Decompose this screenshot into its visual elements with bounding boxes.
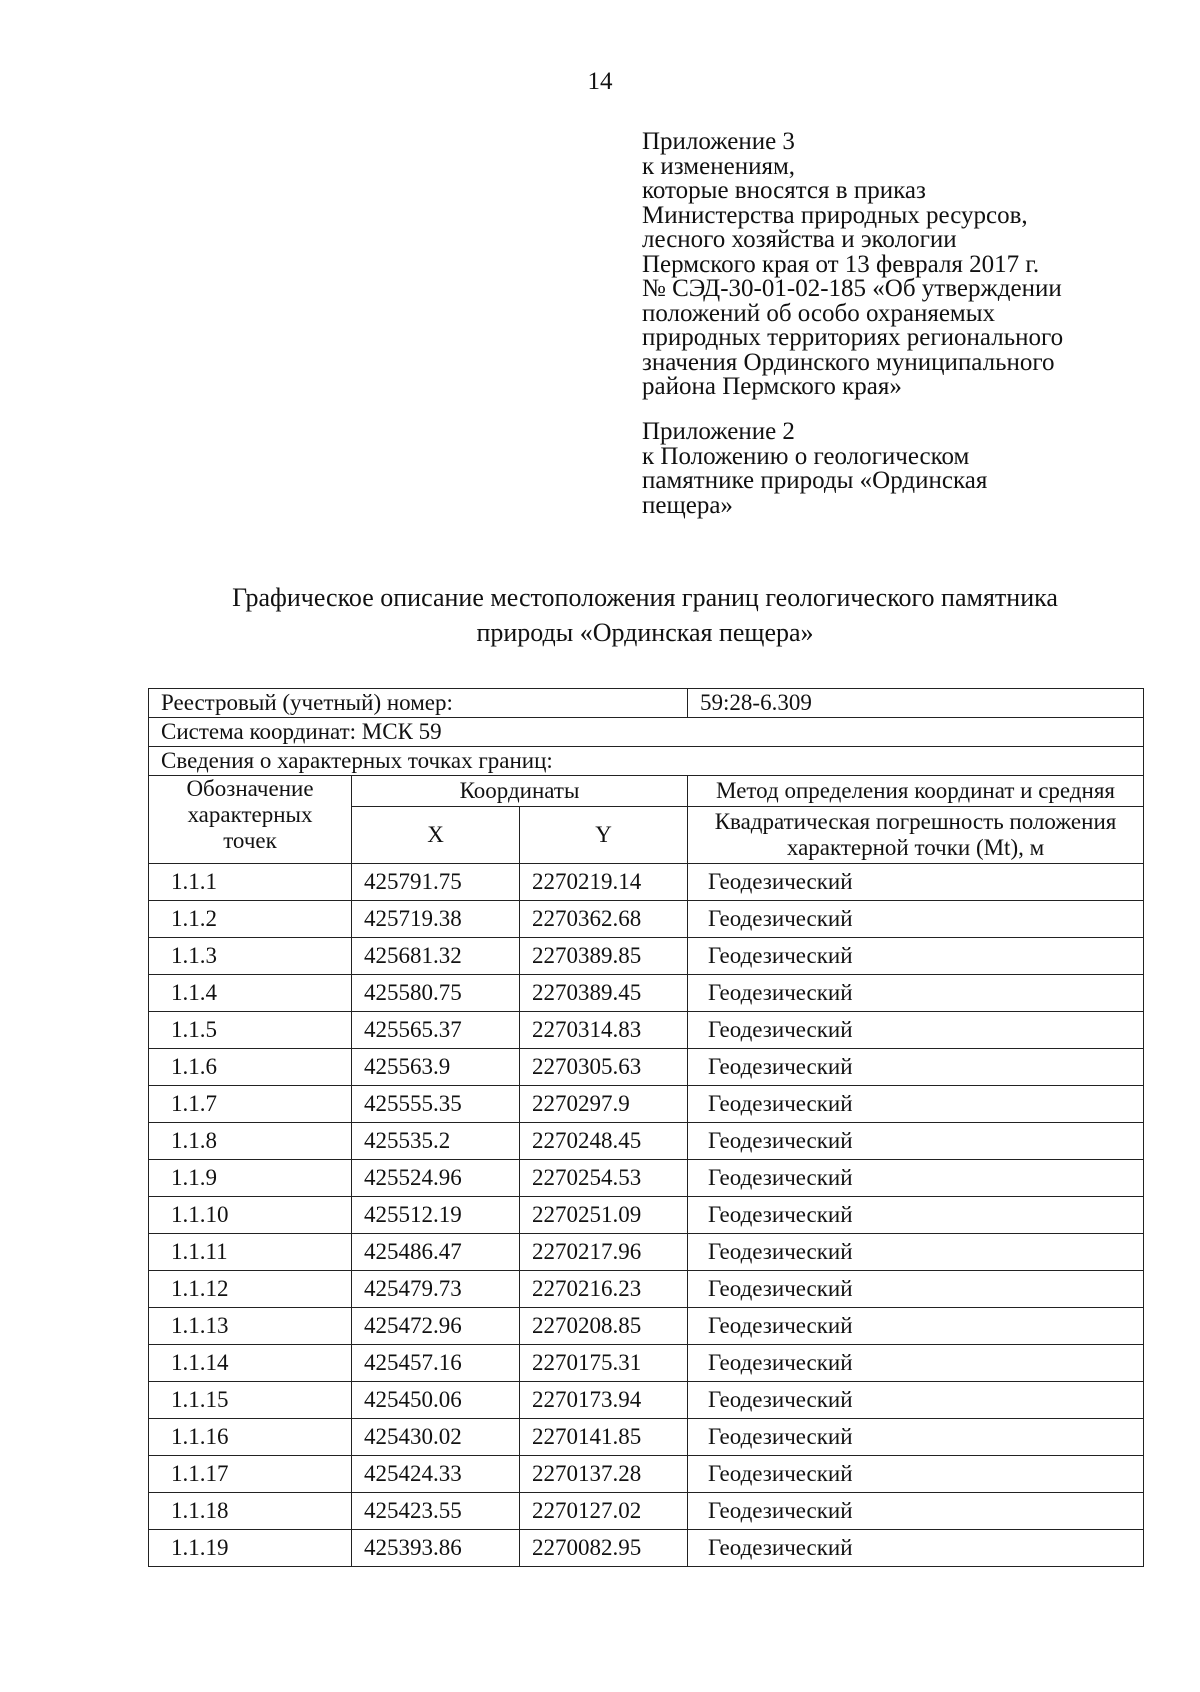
annex-2-line: пещера» — [642, 491, 733, 519]
table-row — [149, 975, 1144, 1012]
point-cell: 1.1.16 — [149, 1419, 352, 1456]
point-cell: 1.1.3 — [149, 938, 352, 975]
annex-3-line: значения Ординского муниципального — [642, 348, 1055, 376]
point-cell: 1.1.19 — [149, 1530, 352, 1567]
x-cell: 425424.33 — [352, 1456, 520, 1493]
heading-line: Графическое описание местоположения границ геологического памятника — [232, 583, 1058, 612]
col-method-header-line2: Квадратическая погрешность положения характерной точки (Mt), м — [688, 807, 1144, 864]
point-cell: 1.1.2 — [149, 901, 352, 938]
col-x-header: X — [352, 807, 520, 864]
y-cell: 2270254.53 — [520, 1160, 688, 1197]
annex-3-line: природных территориях регионального — [642, 324, 1064, 351]
annex-3-line: которые вносятся в приказ — [642, 177, 926, 204]
x-cell: 425457.16 — [352, 1345, 520, 1382]
point-cell: 1.1.1 — [149, 864, 352, 901]
table-row — [149, 1308, 1144, 1345]
x-cell: 425393.86 — [352, 1530, 520, 1567]
table-row — [149, 1530, 1144, 1567]
y-cell: 2270297.9 — [520, 1086, 688, 1123]
method-cell: Геодезический — [688, 1049, 1144, 1086]
method-cell: Геодезический — [688, 1456, 1144, 1493]
annex-3-line: Министерства природных ресурсов, — [642, 201, 1028, 229]
x-cell: 425472.96 — [352, 1308, 520, 1345]
points-info: Сведения о характерных точках границ: — [149, 747, 1144, 776]
registry-value: 59:28-6.309 — [688, 689, 1144, 718]
y-cell: 2270208.85 — [520, 1308, 688, 1345]
method-cell: Геодезический — [688, 1197, 1144, 1234]
point-cell: 1.1.17 — [149, 1456, 352, 1493]
x-cell: 425555.35 — [352, 1086, 520, 1123]
table-row — [149, 1123, 1144, 1160]
method-cell: Геодезический — [688, 1345, 1144, 1382]
table-row — [149, 864, 1144, 901]
x-cell: 425791.75 — [352, 864, 520, 901]
table-row — [149, 1197, 1144, 1234]
y-cell: 2270362.68 — [520, 901, 688, 938]
table-row — [149, 1012, 1144, 1049]
registry-label: Реестровый (учетный) номер: — [149, 689, 688, 718]
y-cell: 2270175.31 — [520, 1345, 688, 1382]
y-cell: 2270314.83 — [520, 1012, 688, 1049]
heading-line: природы «Ординская пещера» — [476, 618, 814, 647]
point-cell: 1.1.18 — [149, 1493, 352, 1530]
page-number: 14 — [587, 68, 613, 95]
x-cell: 425565.37 — [352, 1012, 520, 1049]
y-cell: 2270389.85 — [520, 938, 688, 975]
annex-3-line: района Пермского края» — [642, 373, 902, 400]
annex-2-line: Приложение 2 — [642, 418, 795, 445]
annex-3-line: к изменениям, — [642, 152, 796, 180]
table-row — [149, 1160, 1144, 1197]
document-heading — [150, 580, 1140, 650]
method-cell: Геодезический — [688, 938, 1144, 975]
x-cell: 425535.2 — [352, 1123, 520, 1160]
points-info-row — [149, 747, 1144, 776]
table-header-row — [149, 776, 1144, 807]
point-cell: 1.1.15 — [149, 1382, 352, 1419]
point-cell: 1.1.10 — [149, 1197, 352, 1234]
table-row — [149, 1049, 1144, 1086]
point-cell: 1.1.6 — [149, 1049, 352, 1086]
table-row — [149, 1419, 1144, 1456]
col-designation-header: Обозначение характерных точек — [149, 776, 352, 864]
y-cell: 2270248.45 — [520, 1123, 688, 1160]
x-cell: 425430.02 — [352, 1419, 520, 1456]
point-cell: 1.1.11 — [149, 1234, 352, 1271]
method-cell: Геодезический — [688, 1530, 1144, 1567]
x-cell: 425580.75 — [352, 975, 520, 1012]
annex-3-line: Приложение 3 — [642, 128, 795, 155]
y-cell: 2270216.23 — [520, 1271, 688, 1308]
annex-3-line: № СЭД-30-01-02-185 «Об утверждении — [642, 275, 1062, 302]
method-cell: Геодезический — [688, 901, 1144, 938]
method-cell: Геодезический — [688, 1234, 1144, 1271]
method-cell: Геодезический — [688, 1123, 1144, 1160]
method-cell: Геодезический — [688, 1271, 1144, 1308]
point-cell: 1.1.4 — [149, 975, 352, 1012]
point-cell: 1.1.5 — [149, 1012, 352, 1049]
x-cell: 425486.47 — [352, 1234, 520, 1271]
point-cell: 1.1.7 — [149, 1086, 352, 1123]
y-cell: 2270251.09 — [520, 1197, 688, 1234]
coord-system-row — [149, 718, 1144, 747]
point-cell: 1.1.14 — [149, 1345, 352, 1382]
method-cell: Геодезический — [688, 1493, 1144, 1530]
method-cell: Геодезический — [688, 1086, 1144, 1123]
y-cell: 2270389.45 — [520, 975, 688, 1012]
annex-3-line: Пермского края от 13 февраля 2017 г. — [642, 250, 1040, 278]
method-cell: Геодезический — [688, 1308, 1144, 1345]
y-cell: 2270137.28 — [520, 1456, 688, 1493]
annex-3-line: лесного хозяйства и экологии — [642, 226, 957, 253]
col-method-header-line1: Метод определения координат и средняя — [688, 776, 1144, 807]
y-cell: 2270305.63 — [520, 1049, 688, 1086]
y-cell: 2270127.02 — [520, 1493, 688, 1530]
col-y-header: Y — [520, 807, 688, 864]
table-row — [149, 1382, 1144, 1419]
annex-3-line: положений об особо охраняемых — [642, 299, 996, 327]
table-row — [149, 1456, 1144, 1493]
point-cell: 1.1.9 — [149, 1160, 352, 1197]
method-cell: Геодезический — [688, 864, 1144, 901]
coord-system: Система координат: МСК 59 — [149, 718, 1144, 747]
coordinates-table — [148, 688, 1144, 1567]
table-row — [149, 1086, 1144, 1123]
annex-3-header — [642, 130, 1122, 400]
method-cell: Геодезический — [688, 1160, 1144, 1197]
x-cell: 425681.32 — [352, 938, 520, 975]
x-cell: 425563.9 — [352, 1049, 520, 1086]
table-row — [149, 1234, 1144, 1271]
point-cell: 1.1.12 — [149, 1271, 352, 1308]
annex-2-header — [642, 420, 1122, 518]
table-row — [149, 938, 1144, 975]
x-cell: 425512.19 — [352, 1197, 520, 1234]
x-cell: 425524.96 — [352, 1160, 520, 1197]
col-coordinates-header: Координаты — [352, 776, 688, 807]
x-cell: 425423.55 — [352, 1493, 520, 1530]
method-cell: Геодезический — [688, 1382, 1144, 1419]
y-cell: 2270082.95 — [520, 1530, 688, 1567]
y-cell: 2270173.94 — [520, 1382, 688, 1419]
method-cell: Геодезический — [688, 1419, 1144, 1456]
annex-2-line: памятнике природы «Ординская — [642, 467, 988, 494]
registry-row — [149, 689, 1144, 718]
y-cell: 2270219.14 — [520, 864, 688, 901]
table-row — [149, 901, 1144, 938]
point-cell: 1.1.8 — [149, 1123, 352, 1160]
table-row — [149, 1345, 1144, 1382]
method-cell: Геодезический — [688, 975, 1144, 1012]
y-cell: 2270141.85 — [520, 1419, 688, 1456]
x-cell: 425719.38 — [352, 901, 520, 938]
x-cell: 425450.06 — [352, 1382, 520, 1419]
y-cell: 2270217.96 — [520, 1234, 688, 1271]
table-row — [149, 1271, 1144, 1308]
point-cell: 1.1.13 — [149, 1308, 352, 1345]
method-cell: Геодезический — [688, 1012, 1144, 1049]
annex-2-line: к Положению о геологическом — [642, 442, 970, 470]
table-row — [149, 1493, 1144, 1530]
x-cell: 425479.73 — [352, 1271, 520, 1308]
